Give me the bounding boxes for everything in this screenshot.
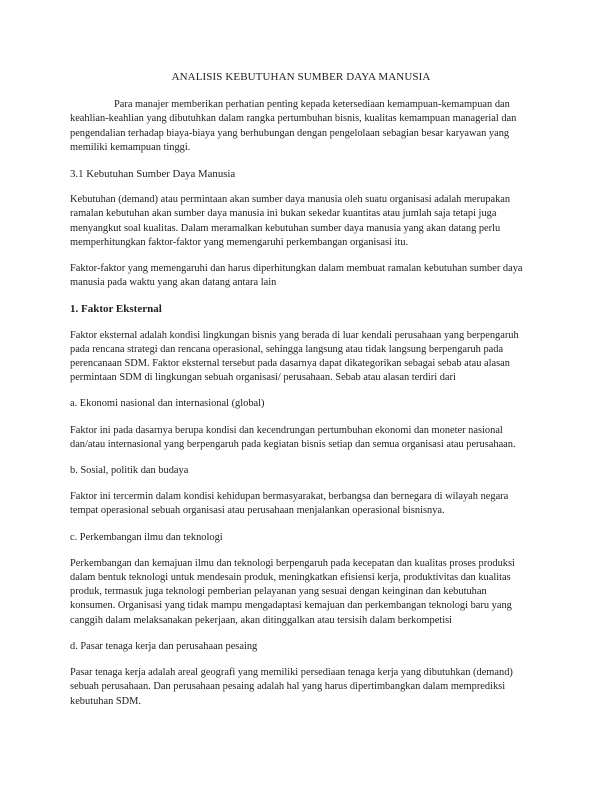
section-1-paragraph: Faktor eksternal adalah kondisi lingkungan bisnis yang berada di luar kendali perusahaan yang berpengaruh pada rencana strategi dan rencana operasional, sehingga langsung atau tidak langsung berpengaruh pada perencanaan SDM. Faktor eksternal tersebut pada dasarnya dapat dikategorikan sebagai sebab atau alasan permintaan SDM di lingkungan sebuah organisasi/ perusahaan. Sebab atau alasan terdiri dari xyxy=(70,329,519,384)
section-3-1-paragraph-1: Kebutuhan (demand) atau permintaan akan sumber daya manusia oleh suatu organisasi adalah merupakan ramalan kebutuhan akan sumber daya manusia ini bukan sekedar kuantitas atau jumlah saja tetapi juga menyangkut soal kualitas. Dalam meramalkan kebutuhan sumber daya manusia yang akan datang perlu memperhitungkan faktor-faktor yang memengaruhi perkembangan organisasi itu. xyxy=(70,194,511,248)
item-c-label: c. Perkembangan ilmu dan teknologi xyxy=(70,531,223,543)
intro-paragraph: Para manajer memberikan perhatian penting kepada ketersediaan kemampuan-kemampuan dan keahlian-keahlian yang dibutuhkan dalam rangka pertumbuhan bisnis, kualitas kemampuan managerial dan pengendalian terhadap biaya-biaya yang berhubungan dengan pengelolaan sebagian besar karyawan yang memiliki kemampuan tinggi. xyxy=(70,99,517,153)
item-b-text: Faktor ini tercermin dalam kondisi kehidupan bermasyarakat, berbangsa dan bernegara di wilayah negara tempat operasional sebuah organisasi atau perusahaan menjalankan operasional bisnisnya. xyxy=(70,491,509,517)
document-body xyxy=(70,70,532,721)
section-1-heading: 1. Faktor Eksternal xyxy=(70,303,162,316)
section-3-1-paragraph-2: Faktor-faktor yang memengaruhi dan harus diperhitungkan dalam membuat ramalan kebutuhan sumber daya manusia pada waktu yang akan datang antara lain xyxy=(70,263,523,289)
item-c-text: Perkembangan dan kemajuan ilmu dan teknologi berpengaruh pada kecepatan dan kualitas proses produksi dalam bentuk teknologi untuk mendesain produk, meningkatkan efisiensi kerja, produktivitas dan kualitas produk, termasuk juga teknologi pemberian pelayanan yang sesuai dengan keinginan dan kebutuhan konsumen. Organisasi yang tidak mampu mengadaptasi kemajuan dan perkembangan teknologi baru yang canggih dalam melaksanakan pekerjaan, akan ditinggalkan atau tersisih dalam berkompetisi xyxy=(70,557,515,626)
item-b-label: b. Sosial, politik dan budaya xyxy=(70,465,189,477)
item-a-text: Faktor ini pada dasarnya berupa kondisi dan kecendrungan pertumbuhan ekonomi dan moneter nasional dan/atau internasional yang berpengaruh pada kegiatan bisnis setiap dan semua organisasi atau perusahaan. xyxy=(70,424,516,450)
section-3-1-heading: 3.1 Kebutuhan Sumber Daya Manusia xyxy=(70,168,236,181)
item-a-label: a. Ekonomi nasional dan internasional (global) xyxy=(70,398,265,410)
item-d-label: d. Pasar tenaga kerja dan perusahaan pesaing xyxy=(70,640,258,652)
item-d-text: Pasar tenaga kerja adalah areal geografi yang memiliki persediaan tenaga kerja yang dibutuhkan (demand) sebuah perusahaan. Dan perusahaan pesaing adalah hal yang harus dipertimbangkan dalam memprediksi kebutuhan SDM. xyxy=(70,667,513,707)
document-title: ANALISIS KEBUTUHAN SUMBER DAYA MANUSIA xyxy=(171,71,431,83)
